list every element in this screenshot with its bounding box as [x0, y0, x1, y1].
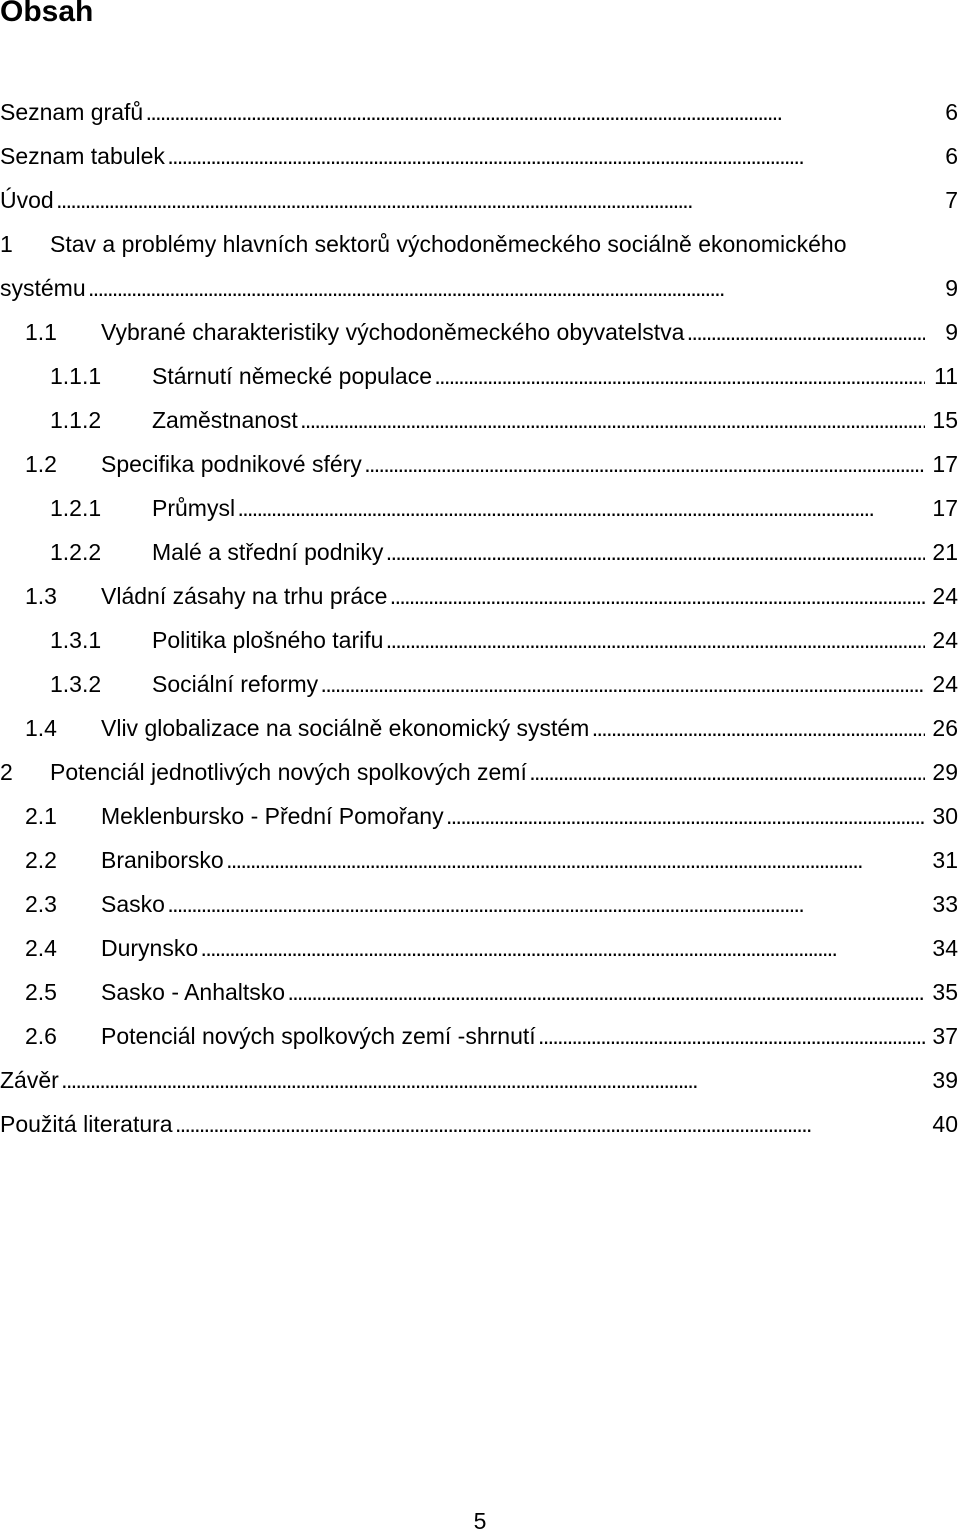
toc-entry-page: 30: [928, 794, 958, 838]
toc-entry-page: 24: [928, 574, 958, 618]
toc-entry-page: 24: [928, 618, 958, 662]
toc-entry[interactable]: [0, 750, 960, 794]
toc-entry[interactable]: [0, 530, 960, 574]
page-title: Obsah: [0, 0, 94, 28]
toc-entry-page: 34: [928, 926, 958, 970]
toc-entry-page: 33: [928, 882, 958, 926]
toc-entry-text: [25, 926, 925, 970]
toc-entry-text: [25, 442, 925, 486]
toc-entry-number: 1.3.2: [50, 671, 102, 697]
toc-entry[interactable]: [0, 178, 960, 222]
toc-entry-title: Závěr: [0, 1067, 59, 1093]
toc-entry-page: 40: [928, 1102, 958, 1146]
toc-entry-title: Seznam tabulek: [0, 143, 165, 169]
toc-entry-text: [50, 662, 925, 706]
toc-entry[interactable]: [0, 442, 960, 486]
toc-entry-number: 1.1: [25, 319, 57, 345]
toc-entry-title: Politika plošného tarifu: [152, 627, 384, 653]
toc-entry[interactable]: [0, 1014, 960, 1058]
toc-entry-page: 24: [928, 662, 958, 706]
toc-entry-number: 2.4: [25, 935, 57, 961]
toc-entry-title: Použitá literatura: [0, 1111, 173, 1137]
toc-entry-title: Stav a problémy hlavních sektorů východoněmeckého sociálně ekonomického: [50, 231, 847, 257]
toc-entry[interactable]: [0, 222, 960, 266]
toc-entry-page: 11: [930, 354, 958, 398]
toc-entry-text: [0, 178, 925, 222]
toc-entry-text: [0, 222, 960, 266]
toc-entry-title: Potenciál nových spolkových zemí -shrnutí: [101, 1023, 536, 1049]
toc-entry-text: [0, 750, 925, 794]
toc-entry[interactable]: [0, 662, 960, 706]
toc-entry-number: 1.2: [25, 451, 57, 477]
toc-entry-text: [50, 618, 925, 662]
toc-entry-title: Seznam grafů: [0, 99, 144, 125]
toc-entry-page: 9: [941, 310, 958, 354]
toc-entry-number: 2.3: [25, 891, 57, 917]
toc-entry-title: Specifika podnikové sféry: [101, 451, 362, 477]
toc-entry-title: Potenciál jednotlivých nových spolkových zemí: [50, 759, 527, 785]
toc-entry-page: 21: [928, 530, 958, 574]
toc-entry-title: Stárnutí německé populace: [152, 363, 433, 389]
toc-entry-number: 1.1.2: [50, 407, 102, 433]
toc-entry[interactable]: [0, 882, 960, 926]
toc-entry-text: [25, 970, 925, 1014]
toc-entry-number: 1.4: [25, 715, 57, 741]
toc-entry[interactable]: [0, 1102, 960, 1146]
toc-entry-title: Vybrané charakteristiky východoněmeckého obyvatelstva: [101, 319, 685, 345]
toc-entry-text: [25, 882, 925, 926]
toc-entry[interactable]: [0, 266, 960, 310]
toc-entry-text: [50, 530, 925, 574]
toc-entry[interactable]: [0, 574, 960, 618]
toc-entry-page: 15: [928, 398, 958, 442]
toc-entry-title: Durynsko: [101, 935, 199, 961]
toc-entry-title: Sasko - Anhaltsko: [101, 979, 286, 1005]
toc-entry-text: [25, 1014, 925, 1058]
toc-entry[interactable]: [0, 838, 960, 882]
toc-entry-page: 6: [941, 90, 958, 134]
toc-entry-title: Zaměstnanost: [152, 407, 298, 433]
toc-entry[interactable]: [0, 970, 960, 1014]
toc-entry-text: [50, 354, 925, 398]
toc-entry-number: 1.2.2: [50, 539, 102, 565]
toc-entry-page: 6: [941, 134, 958, 178]
toc-entry[interactable]: [0, 310, 960, 354]
toc-entry-page: 29: [928, 750, 958, 794]
toc-entry-text: [25, 574, 925, 618]
toc-entry[interactable]: [0, 794, 960, 838]
toc-entry[interactable]: [0, 90, 960, 134]
toc-entry-title: Malé a střední podniky: [152, 539, 384, 565]
toc-entry-number: 2.1: [25, 803, 57, 829]
toc-entry-text: [25, 310, 925, 354]
toc-entry-text: [0, 1102, 925, 1146]
toc-entry-page: 31: [928, 838, 958, 882]
toc-entry-text: [25, 794, 925, 838]
toc-entry-text: [50, 398, 925, 442]
toc-entry[interactable]: [0, 134, 960, 178]
toc-entry-number: 1.3: [25, 583, 57, 609]
toc-entry-number: 1: [0, 231, 13, 257]
toc-entry[interactable]: [0, 486, 960, 530]
toc-entry[interactable]: [0, 1058, 960, 1102]
toc-entry-page: 39: [928, 1058, 958, 1102]
toc-entry-title: Úvod: [0, 187, 54, 213]
toc-entry-number: 1.2.1: [50, 495, 102, 521]
toc-entry[interactable]: [0, 926, 960, 970]
toc-entry-number: 2.6: [25, 1023, 57, 1049]
toc-entry-number: 2.2: [25, 847, 57, 873]
toc-entry-number: 1.3.1: [50, 627, 102, 653]
toc-entry-text: [0, 266, 925, 310]
toc-entry[interactable]: [0, 398, 960, 442]
toc-entry-page: 7: [941, 178, 958, 222]
toc-entry-text: [50, 486, 925, 530]
toc-entry-title: Sociální reformy: [152, 671, 319, 697]
toc-entry-title: Průmysl: [152, 495, 236, 521]
toc-entry-title: Vliv globalizace na sociálně ekonomický systém: [101, 715, 590, 741]
toc-entry-text: [0, 90, 925, 134]
toc-entry-title: systému: [0, 275, 86, 301]
page-number: 5: [473, 1508, 487, 1534]
toc-entry-title: Sasko: [101, 891, 165, 917]
toc-entry-title: Meklenbursko - Přední Pomořany: [101, 803, 444, 829]
toc-entry[interactable]: [0, 354, 960, 398]
toc-entry-page: 9: [941, 266, 958, 310]
toc-entry-page: 17: [928, 442, 958, 486]
toc-entry-text: [0, 1058, 925, 1102]
toc-entry-text: [25, 838, 925, 882]
toc-entry-number: 2: [0, 759, 13, 785]
toc-entry-page: 26: [928, 706, 958, 750]
toc-entry-title: Braniborsko: [101, 847, 224, 873]
toc-entry-page: 17: [928, 486, 958, 530]
toc-entry-page: 35: [928, 970, 958, 1014]
toc-entry[interactable]: [0, 618, 960, 662]
table-of-contents: [0, 90, 960, 1146]
toc-entry-number: 1.1.1: [50, 363, 102, 389]
toc-entry[interactable]: [0, 706, 960, 750]
toc-entry-title: Vládní zásahy na trhu práce: [101, 583, 388, 609]
toc-entry-page: 37: [928, 1014, 958, 1058]
toc-entry-number: 2.5: [25, 979, 57, 1005]
toc-entry-text: [0, 134, 925, 178]
toc-entry-text: [25, 706, 925, 750]
